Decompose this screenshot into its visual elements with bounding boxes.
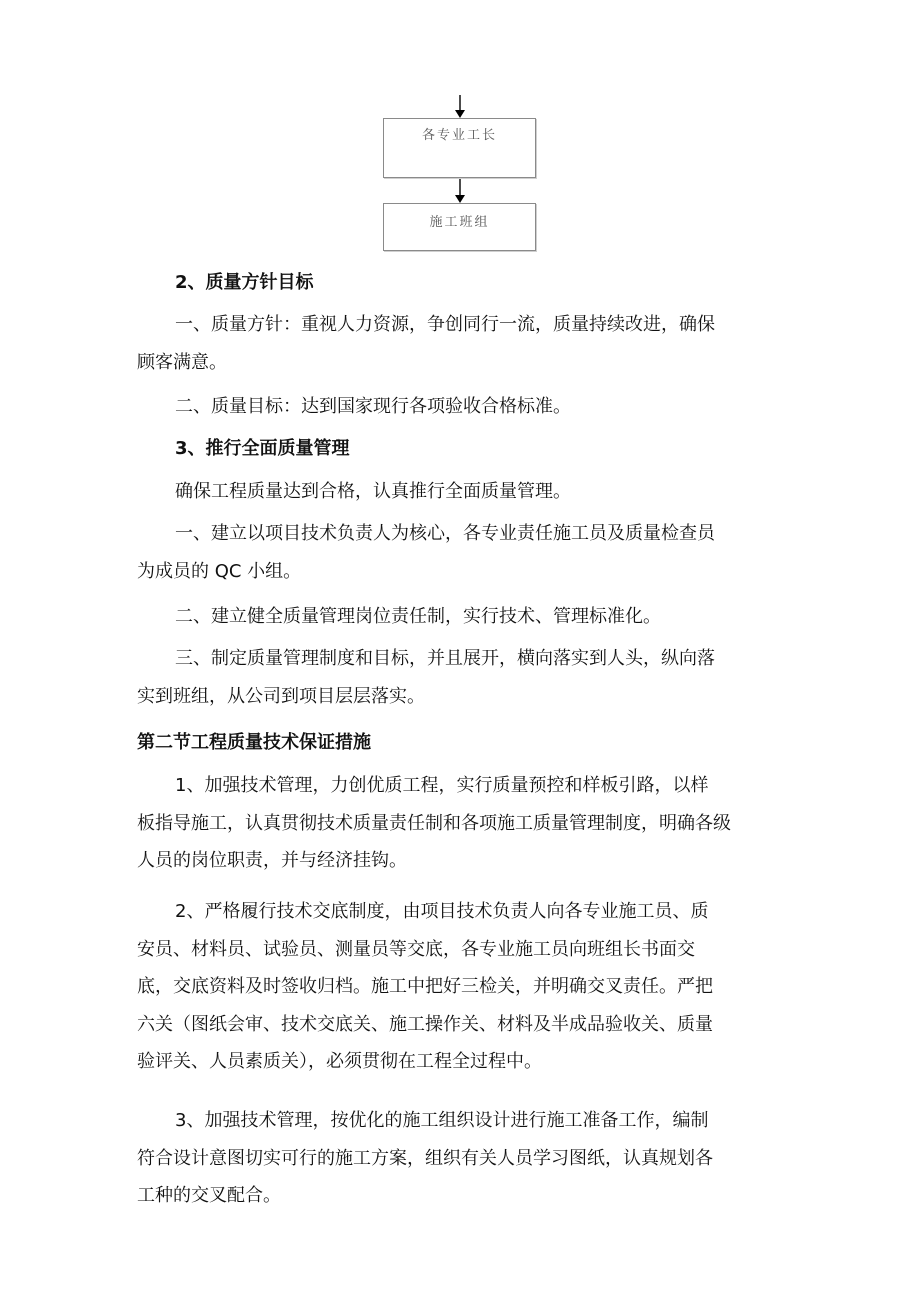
para-measure-3 bbox=[137, 1102, 797, 1215]
para-measure-1 bbox=[137, 767, 797, 880]
para-line: 为成员的 QC 小组。 bbox=[137, 560, 302, 582]
para-line: 一、质量方针：重视人力资源，争创同行一流，质量持续改进，确保 bbox=[175, 314, 715, 335]
para-line: 底，交底资料及时签收归档。施工中把好三检关，并明确交叉责任。严把 bbox=[137, 976, 713, 997]
para-line: 六关（图纸会审、技术交底关、施工操作关、材料及半成品验收关、质量 bbox=[137, 1013, 713, 1035]
para-line: 安员、材料员、试验员、测量员等交底，各专业施工员向班组长书面交 bbox=[137, 938, 695, 960]
para-line: 2、严格履行技术交底制度，由项目技术负责人向各专业施工员、质 bbox=[175, 901, 709, 922]
para-line: 1、加强技术管理，力创优质工程，实行质量预控和样板引路，以样 bbox=[175, 775, 709, 796]
org-flowchart bbox=[0, 0, 920, 260]
flow-box-work-team: 施工班组 bbox=[383, 203, 536, 251]
para-line: 一、建立以项目技术负责人为核心，各专业责任施工员及质量检查员 bbox=[175, 523, 715, 544]
para-line: 三、制定质量管理制度和目标，并且展开，横向落实到人头，纵向落 bbox=[175, 648, 715, 669]
para-tqm-3 bbox=[137, 640, 797, 715]
arrow-head-top bbox=[455, 110, 465, 118]
para-line: 工种的交叉配合。 bbox=[137, 1185, 281, 1206]
para-tqm-intro: 确保工程质量达到合格，认真推行全面质量管理。 bbox=[175, 481, 571, 502]
para-line: 符合设计意图切实可行的施工方案，组织有关人员学习图纸，认真规划各 bbox=[137, 1147, 713, 1169]
para-line: 板指导施工，认真贯彻技术质量责任制和各项施工质量管理制度，明确各级 bbox=[137, 812, 731, 834]
para-line: 3、加强技术管理，按优化的施工组织设计进行施工准备工作，编制 bbox=[175, 1110, 709, 1131]
para-tqm-2: 二、建立健全质量管理岗位责任制，实行技术、管理标准化。 bbox=[175, 606, 661, 627]
section-title: 第二节工程质量技术保证措施 bbox=[137, 732, 371, 753]
para-line: 人员的岗位职责，并与经济挂钩。 bbox=[137, 850, 407, 871]
para-line: 实到班组，从公司到项目层层落实。 bbox=[137, 685, 425, 707]
para-measure-2 bbox=[137, 893, 797, 1081]
heading-tqm: 3、推行全面质量管理 bbox=[175, 438, 350, 459]
para-line: 验评关、人员素质关），必须贯彻在工程全过程中。 bbox=[137, 1051, 542, 1072]
heading-quality-policy: 2、质量方针目标 bbox=[175, 272, 314, 293]
para-tqm-1 bbox=[137, 515, 797, 590]
para-quality-policy bbox=[137, 306, 797, 381]
flow-box-foremen: 各专业工长 bbox=[383, 118, 536, 178]
arrow-head-middle bbox=[455, 195, 465, 203]
para-line: 顾客满意。 bbox=[137, 351, 227, 373]
para-quality-goal: 二、质量目标：达到国家现行各项验收合格标准。 bbox=[175, 396, 571, 417]
